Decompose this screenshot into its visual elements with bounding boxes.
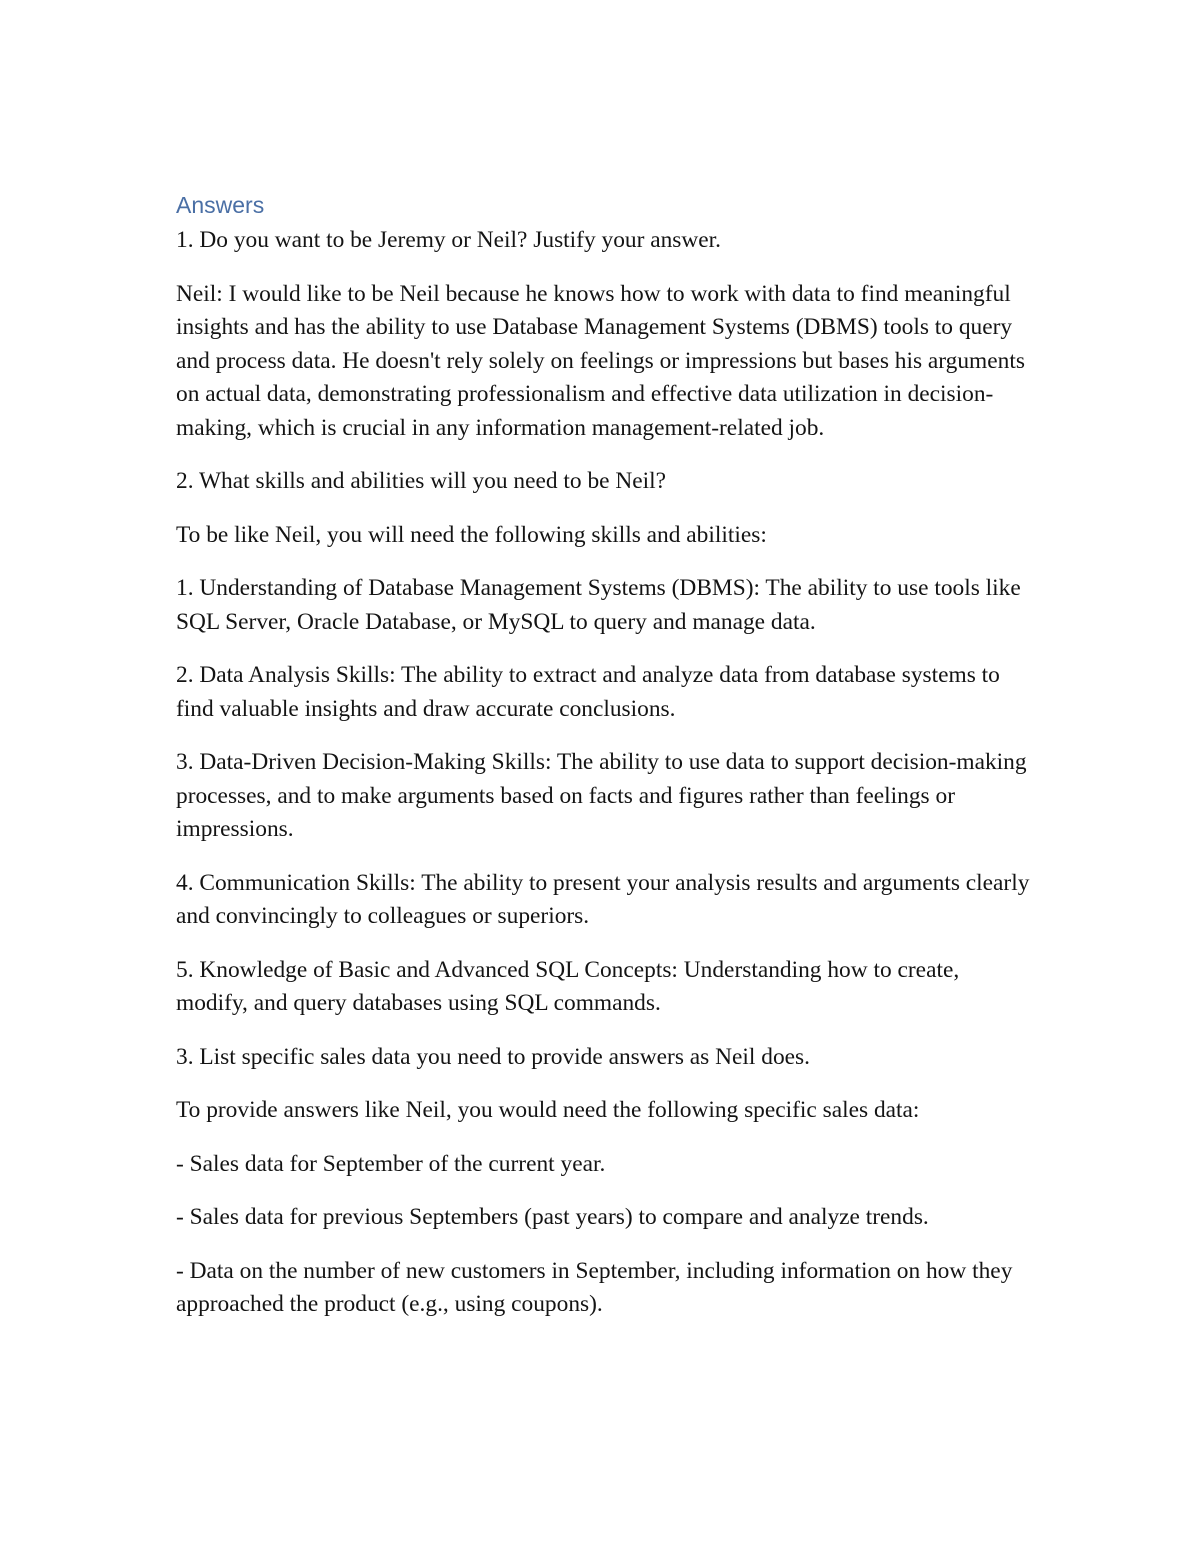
skill-item-2: 2. Data Analysis Skills: The ability to extract and analyze data from database systems to find valuable insights and draw accurate conclusions. (176, 662, 1000, 722)
question-1: 1. Do you want to be Jeremy or Neil? Justify your answer. (176, 227, 722, 253)
sales-data-item-1: - Sales data for September of the current year. (176, 1150, 606, 1177)
skill-item-4: 4. Communication Skills: The ability to present your analysis results and arguments clearly and convincingly to colleagues or superiors. (176, 869, 1030, 929)
skill-item-5: 5. Knowledge of Basic and Advanced SQL Concepts: Understanding how to create, modify, and query databases using SQL commands. (176, 956, 960, 1016)
document-heading: Answers (176, 192, 265, 218)
sales-data-item-2: - Sales data for previous Septembers (past years) to compare and analyze trends. (176, 1204, 929, 1230)
question-3: 3. List specific sales data you need to provide answers as Neil does. (176, 1043, 810, 1070)
answer-3-intro: To provide answers like Neil, you would need the following specific sales data: (176, 1097, 920, 1123)
skill-item-3: 3. Data-Driven Decision-Making Skills: The ability to use data to support decision-making processes, and to make arguments based on facts and figures rather than feelings or impressions. (176, 749, 1027, 842)
answer-2-intro: To be like Neil, you will need the following skills and abilities: (176, 521, 767, 548)
answer-1: Neil: I would like to be Neil because he knows how to work with data to find meaningful insights and has the ability to use Database Management Systems (DBMS) tools to query and process data. He doesn't rely solely on feelings or impressions but bases his arguments on actual data, demonstrating professionalism and effective data utilization in decision-making, which is crucial in any information management-related job. (176, 280, 1025, 441)
question-2: 2. What skills and abilities will you need to be Neil? (176, 468, 667, 494)
document-page (176, 190, 1036, 1342)
skill-item-1: 1. Understanding of Database Management Systems (DBMS): The ability to use tools like SQL Server, Oracle Database, or MySQL to query and manage data. (176, 575, 1021, 635)
sales-data-item-3: - Data on the number of new customers in September, including information on how they approached the product (e.g., using coupons). (176, 1257, 1013, 1317)
